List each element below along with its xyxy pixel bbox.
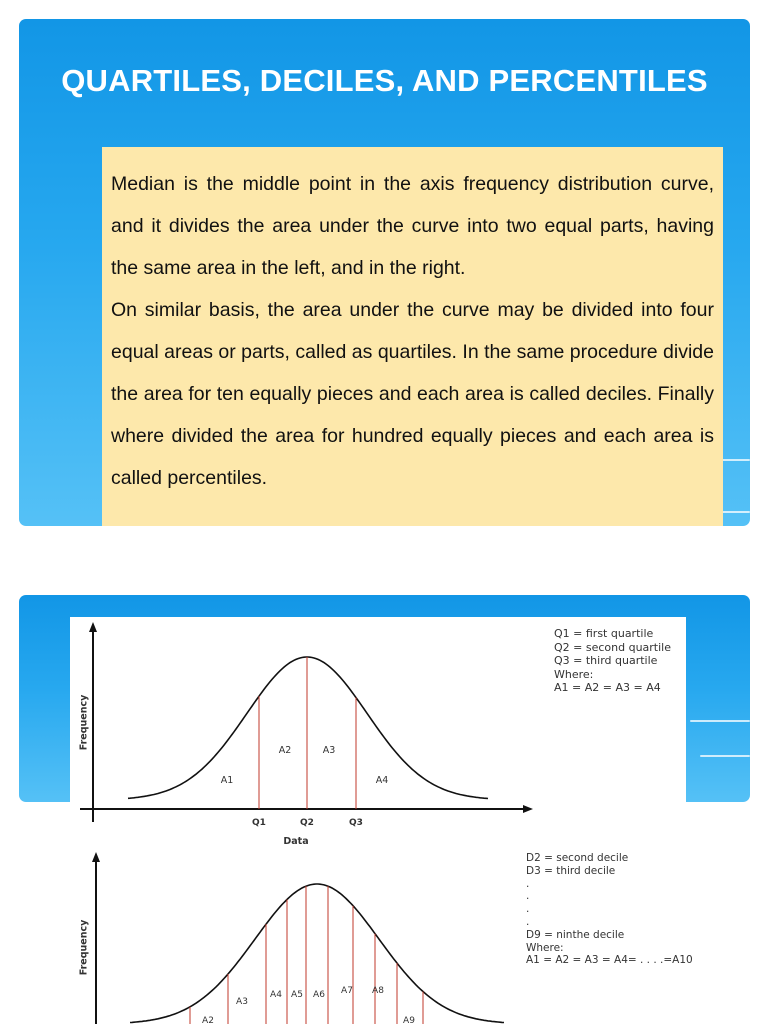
area-label: A3 <box>322 745 336 756</box>
area-label: A6 <box>313 990 325 1000</box>
deciles-legend-line: . <box>526 890 530 903</box>
x-axis-arrow <box>523 805 533 813</box>
y-axis-arrow <box>89 622 97 632</box>
quartiles-legend <box>554 627 671 695</box>
text-box <box>102 147 723 526</box>
deciles-legend-line: Where: <box>526 941 564 954</box>
slide-quartiles-intro <box>19 19 750 526</box>
quartiles-legend-line: Q2 = second quartile <box>554 640 672 654</box>
quartiles-legend-line: Q3 = third quartile <box>554 654 658 667</box>
quartile-tick-label: Q3 <box>349 818 363 828</box>
deciles-figure <box>70 852 693 1024</box>
bell-curve <box>128 657 488 799</box>
area-label: A9 <box>403 1016 415 1024</box>
deciles-legend-line: D9 = ninthe decile <box>526 928 625 941</box>
x-axis-label: Data <box>283 836 309 847</box>
bell-curve <box>130 884 504 1023</box>
area-label: A2 <box>202 1016 214 1024</box>
deciles-legend-line: . <box>526 903 530 916</box>
slide-title: QUARTILES, DECILES, AND PERCENTILES <box>61 63 708 98</box>
quartiles-figure <box>70 617 686 852</box>
area-label: A7 <box>341 986 353 996</box>
y-axis-arrow <box>92 852 100 862</box>
area-label: A3 <box>236 997 248 1007</box>
quartiles-legend-line: A1 = A2 = A3 = A4 <box>554 681 661 694</box>
decor-streak <box>690 720 750 722</box>
area-label: A2 <box>278 745 292 756</box>
quartile-tick-label: Q1 <box>252 818 266 828</box>
quartiles-legend-line: Q1 = first quartile <box>554 627 654 640</box>
quartiles-legend-line: Where: <box>554 667 594 681</box>
deciles-legend-line: A1 = A2 = A3 = A4= . . . .=A10 <box>526 954 693 967</box>
deciles-legend-line: D2 = second decile <box>526 852 629 864</box>
area-label: A1 <box>220 775 234 786</box>
deciles-legend-line: D3 = third decile <box>526 864 616 877</box>
area-label: A5 <box>291 990 303 1000</box>
paragraph-median: Median is the middle point in the axis frequency distribution curve, and it divides the area under the curve into two equal parts, having the same area in the left, and in the right. <box>111 173 714 279</box>
paragraph-quartiles: On similar basis, the area under the curve may be divided into four equal areas or parts, called as quartiles. In the same procedure divide the area for ten equally pieces and each area is called deciles. Finally where divided the area for hundred equally pieces and each area is called percentiles. <box>111 299 714 489</box>
area-label: A4 <box>375 775 389 786</box>
y-axis-label: Frequency <box>78 919 90 976</box>
area-label: A8 <box>372 986 384 996</box>
y-axis-label: Frequency <box>78 694 90 751</box>
deciles-legend-line: . <box>526 915 530 928</box>
deciles-legend-line: . <box>526 877 530 890</box>
area-label: A4 <box>270 990 282 1000</box>
decor-streak <box>700 755 750 757</box>
deciles-legend <box>526 852 693 967</box>
quartile-tick-label: Q2 <box>300 818 314 828</box>
